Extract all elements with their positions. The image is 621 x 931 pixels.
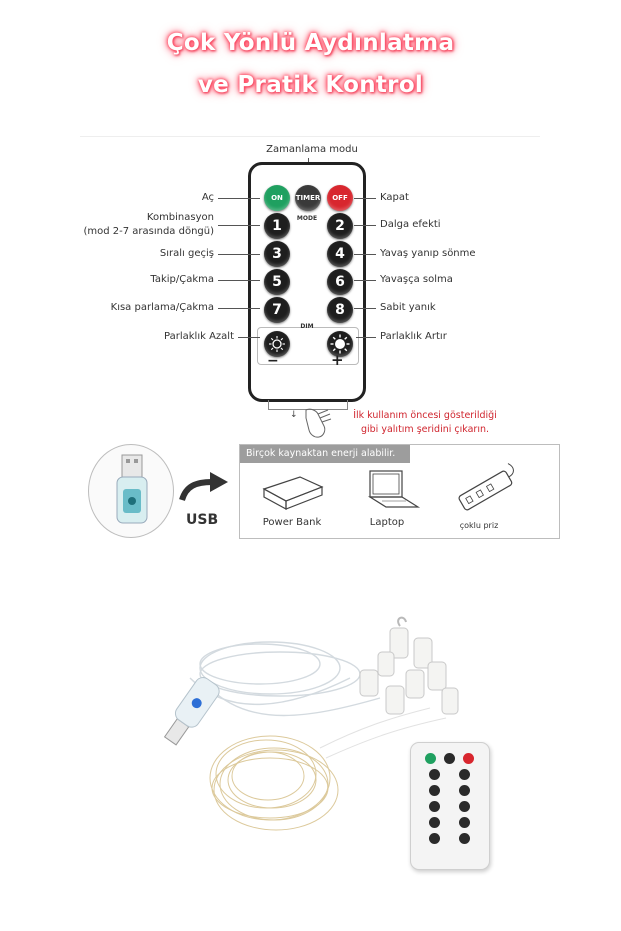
power-sources-panel: [239, 444, 560, 539]
key-6[interactable]: 6: [327, 269, 353, 295]
laptop-icon: [358, 467, 424, 513]
plus-symbol: +: [331, 351, 344, 369]
label-k4: Yavaş yanıp sönme: [380, 248, 476, 259]
key-7[interactable]: 7: [264, 297, 290, 323]
dim-label: DIM: [300, 323, 314, 330]
remote-control: [248, 162, 366, 402]
leader-k5: [218, 280, 260, 281]
timer-mode-label: Zamanlama modu: [266, 144, 358, 155]
divider: [80, 136, 540, 137]
mini-key-2: [459, 769, 470, 780]
mini-key-4: [459, 785, 470, 796]
minus-symbol: −: [267, 353, 279, 369]
label-k7: Kısa parlama/Çakma: [110, 302, 214, 313]
leader-k3: [218, 254, 260, 255]
mini-key-6: [459, 801, 470, 812]
leader-k4: [354, 254, 376, 255]
key-1[interactable]: 1: [264, 213, 290, 239]
product-remote: [410, 742, 490, 870]
usb-plug-circle: [88, 444, 174, 538]
mini-dim-down-key: [429, 833, 440, 844]
label-dim-minus: Parlaklık Azalt: [164, 331, 234, 342]
power-bank-icon: [260, 471, 326, 513]
leader-k7: [218, 308, 260, 309]
usb-plug-icon: [89, 445, 173, 537]
device-laptop: Laptop: [369, 517, 405, 528]
leader-k8: [354, 308, 376, 309]
power-strip-icon: [448, 459, 528, 517]
device-power-strip: çoklu priz: [459, 521, 499, 530]
leader-dim-plus: [356, 337, 376, 338]
panel-title: Birçok kaynaktan enerji alabilir.: [240, 445, 410, 463]
key-2[interactable]: 2: [327, 213, 353, 239]
key-4[interactable]: 4: [327, 241, 353, 267]
key-5[interactable]: 5: [264, 269, 290, 295]
leader-k2: [354, 225, 376, 226]
device-power-bank: Power Bank: [262, 517, 322, 528]
leader-dim-minus: [238, 337, 260, 338]
mini-on-key: [425, 753, 436, 764]
off-button[interactable]: OFF: [327, 185, 353, 211]
label-k5: Takip/Çakma: [150, 274, 214, 285]
leader-on: [218, 198, 260, 199]
hand-pull-icon: [300, 404, 340, 440]
key-8[interactable]: 8: [327, 297, 353, 323]
label-k2: Dalga efekti: [380, 219, 441, 230]
key-3[interactable]: 3: [264, 241, 290, 267]
curved-arrow-icon: [178, 470, 230, 504]
label-k6: Yavaşça solma: [380, 274, 453, 285]
note-line-1: İlk kullanım öncesi gösterildiği: [353, 410, 497, 421]
label-k8: Sabit yanık: [380, 302, 436, 313]
mini-key-1: [429, 769, 440, 780]
mini-key-3: [429, 785, 440, 796]
sun-small-icon: [268, 335, 286, 353]
usb-label: USB: [186, 512, 219, 528]
mini-key-5: [429, 801, 440, 812]
headline-line-1: Çok Yönlü Aydınlatma: [166, 30, 455, 56]
leader-off: [354, 198, 376, 199]
timer-button[interactable]: TIMER: [295, 185, 321, 211]
headline-line-2: ve Pratik Kontrol: [197, 72, 424, 98]
mini-off-key: [463, 753, 474, 764]
mini-timer-key: [444, 753, 455, 764]
label-dim-plus: Parlaklık Artır: [380, 331, 447, 342]
label-off: Kapat: [380, 192, 409, 203]
mini-key-8: [459, 817, 470, 828]
note-line-2: gibi yalıtım şeridini çıkarın.: [360, 424, 489, 435]
on-button[interactable]: ON: [264, 185, 290, 211]
label-k1-line2: (mod 2-7 arasında döngü): [83, 226, 214, 237]
mini-dim-up-key: [459, 833, 470, 844]
label-on: Aç: [201, 192, 214, 203]
label-k1-line1: Kombinasyon: [146, 212, 214, 223]
mini-key-7: [429, 817, 440, 828]
pull-arrow-icon: ↓: [290, 410, 298, 420]
leader-k1: [218, 225, 260, 226]
mode-label: MODE: [296, 215, 318, 222]
leader-k6: [354, 280, 376, 281]
label-k3: Sıralı geçiş: [159, 248, 214, 259]
